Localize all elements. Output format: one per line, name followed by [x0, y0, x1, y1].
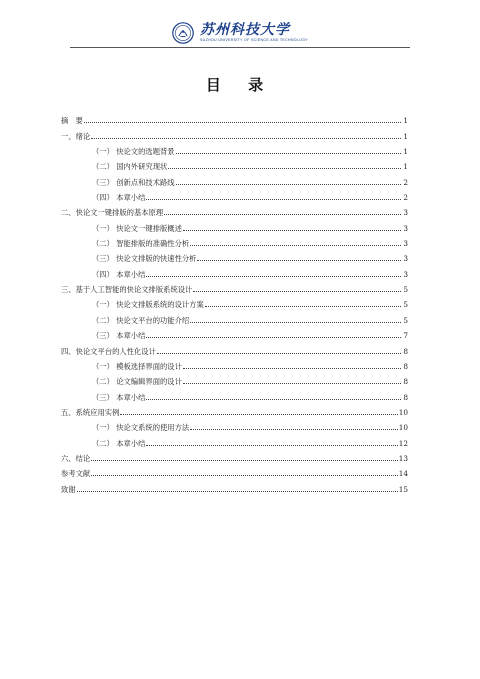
toc-page-number: 5: [403, 285, 408, 295]
toc-leader-dots: [168, 168, 401, 169]
toc-entry[interactable]: [61, 478, 408, 493]
toc-entry[interactable]: [61, 386, 408, 401]
toc-page-number: 8: [403, 392, 408, 402]
toc-entry-label: （一） 快论文一键排版概述: [92, 223, 182, 233]
toc-page-number: 7: [403, 331, 408, 341]
toc-page-number: 1: [403, 162, 408, 172]
toc-entry-label: （四） 本章小结: [92, 193, 146, 203]
toc-page-number: 10: [398, 407, 408, 417]
toc-entry-label: 二、快论文一键排版的基本原理: [61, 208, 164, 218]
toc-leader-dots: [146, 337, 401, 338]
toc-leader-dots: [157, 353, 401, 354]
toc-page-number: 15: [398, 484, 408, 494]
toc-leader-dots: [176, 153, 401, 154]
toc-leader-dots: [193, 291, 401, 292]
toc-entry-label: （二） 论文编辑界面的设计: [92, 377, 182, 387]
toc-entry[interactable]: [61, 463, 408, 478]
toc-leader-dots: [146, 445, 397, 446]
toc-page-number: 8: [403, 377, 408, 387]
toc-entry[interactable]: [61, 217, 408, 232]
toc-entry-label: （三） 本章小结: [92, 392, 146, 402]
toc-page-number: 3: [403, 208, 408, 218]
toc-entry[interactable]: [61, 325, 408, 340]
toc-entry-label: （三） 创新点和技术路线: [92, 177, 175, 187]
toc-leader-dots: [190, 322, 401, 323]
toc-page-number: 8: [403, 361, 408, 371]
toc-entry-label: （一） 模板选择界面的设计: [92, 361, 182, 371]
toc-entry-label: （一） 快论文排版系统的设计方案: [92, 300, 204, 310]
toc-leader-dots: [84, 122, 401, 123]
toc-page-number: 3: [403, 223, 408, 233]
toc-leader-dots: [91, 460, 398, 461]
toc-leader-dots: [146, 399, 401, 400]
toc-entry[interactable]: [61, 432, 408, 447]
toc-leader-dots: [164, 214, 401, 215]
toc-leader-dots: [190, 429, 398, 430]
toc-entry-label: （一） 快论文系统的使用方法: [92, 423, 190, 433]
toc-leader-dots: [91, 475, 398, 476]
toc-entry-label: 五、系统应用实例: [61, 407, 120, 417]
toc-leader-dots: [146, 276, 401, 277]
toc-entry-label: （三） 本章小结: [92, 331, 146, 341]
toc-leader-dots: [91, 138, 401, 139]
toc-entry[interactable]: [61, 448, 408, 463]
header-divider: [70, 47, 410, 48]
toc-entry[interactable]: [61, 279, 408, 294]
toc-page-number: 1: [403, 147, 408, 157]
toc-entry-label: 一、绪论: [61, 131, 91, 141]
toc-entry-label: （二） 本章小结: [92, 438, 146, 448]
toc-entry[interactable]: [61, 340, 408, 355]
toc-page-number: 8: [403, 346, 408, 356]
toc-page-number: 3: [403, 269, 408, 279]
toc-entry[interactable]: [61, 233, 408, 248]
toc-entry[interactable]: [61, 156, 408, 171]
toc-entry[interactable]: [61, 125, 408, 140]
toc-entry-label: 摘 要: [61, 116, 83, 126]
toc-page-number: 1: [403, 131, 408, 141]
toc-leader-dots: [146, 199, 401, 200]
toc-entry-label: 四、快论文平台的人性化设计: [61, 346, 156, 356]
toc-page-number: 3: [403, 254, 408, 264]
toc-leader-dots: [183, 383, 401, 384]
toc-leader-dots: [120, 414, 397, 415]
toc-entry[interactable]: [61, 141, 408, 156]
toc-page-number: 14: [398, 469, 408, 479]
toc-title: 目 录: [205, 76, 275, 94]
toc-page-number: 2: [403, 193, 408, 203]
toc-page-number: 2: [403, 177, 408, 187]
toc-leader-dots: [205, 306, 401, 307]
toc-leader-dots: [197, 260, 401, 261]
table-of-contents: [61, 110, 408, 494]
toc-entry[interactable]: [61, 417, 408, 432]
toc-entry-label: 六、结论: [61, 453, 91, 463]
toc-leader-dots: [190, 245, 401, 246]
toc-page-number: 3: [403, 239, 408, 249]
page-header: [70, 18, 410, 48]
toc-entry-label: （三） 快论文排版的快速性分析: [92, 254, 197, 264]
toc-leader-dots: [183, 230, 401, 231]
toc-entry-label: （二） 快论文平台的功能介绍: [92, 315, 190, 325]
toc-page-number: 13: [398, 453, 408, 463]
toc-entry[interactable]: [61, 263, 408, 278]
toc-page-number: 1: [403, 116, 408, 126]
toc-entry[interactable]: [61, 402, 408, 417]
toc-entry[interactable]: [61, 371, 408, 386]
toc-entry-label: 三、基于人工智能的快论文排版系统设计: [61, 285, 193, 295]
toc-entry[interactable]: [61, 356, 408, 371]
toc-entry[interactable]: [61, 294, 408, 309]
toc-entry-label: （二） 智能排版的准确性分析: [92, 239, 190, 249]
toc-page-number: 5: [403, 300, 408, 310]
toc-entry-label: 致谢: [61, 484, 76, 494]
toc-entry[interactable]: [61, 171, 408, 186]
toc-entry-label: 参考文献: [61, 469, 91, 479]
toc-leader-dots: [77, 491, 398, 492]
toc-leader-dots: [183, 368, 401, 369]
toc-entry-label: （二） 国内外研究现状: [92, 162, 168, 172]
university-name-en: SUZHOU UNIVERSITY OF SCIENCE AND TECHNOLOGY: [199, 38, 309, 42]
toc-entry-label: （一） 快论文的选题背景: [92, 147, 175, 157]
toc-page-number: 12: [398, 438, 408, 448]
toc-page-number: 10: [398, 423, 408, 433]
toc-entry-label: （四） 本章小结: [92, 269, 146, 279]
toc-leader-dots: [176, 184, 401, 185]
university-name: 苏州科技大学: [199, 22, 290, 38]
toc-entry[interactable]: [61, 202, 408, 217]
toc-entry[interactable]: [61, 110, 408, 125]
toc-entry[interactable]: [61, 248, 408, 263]
toc-entry[interactable]: [61, 309, 408, 324]
toc-page-number: 5: [403, 315, 408, 325]
university-seal-icon: [172, 22, 194, 44]
toc-entry[interactable]: [61, 187, 408, 202]
university-logo: [172, 22, 308, 44]
